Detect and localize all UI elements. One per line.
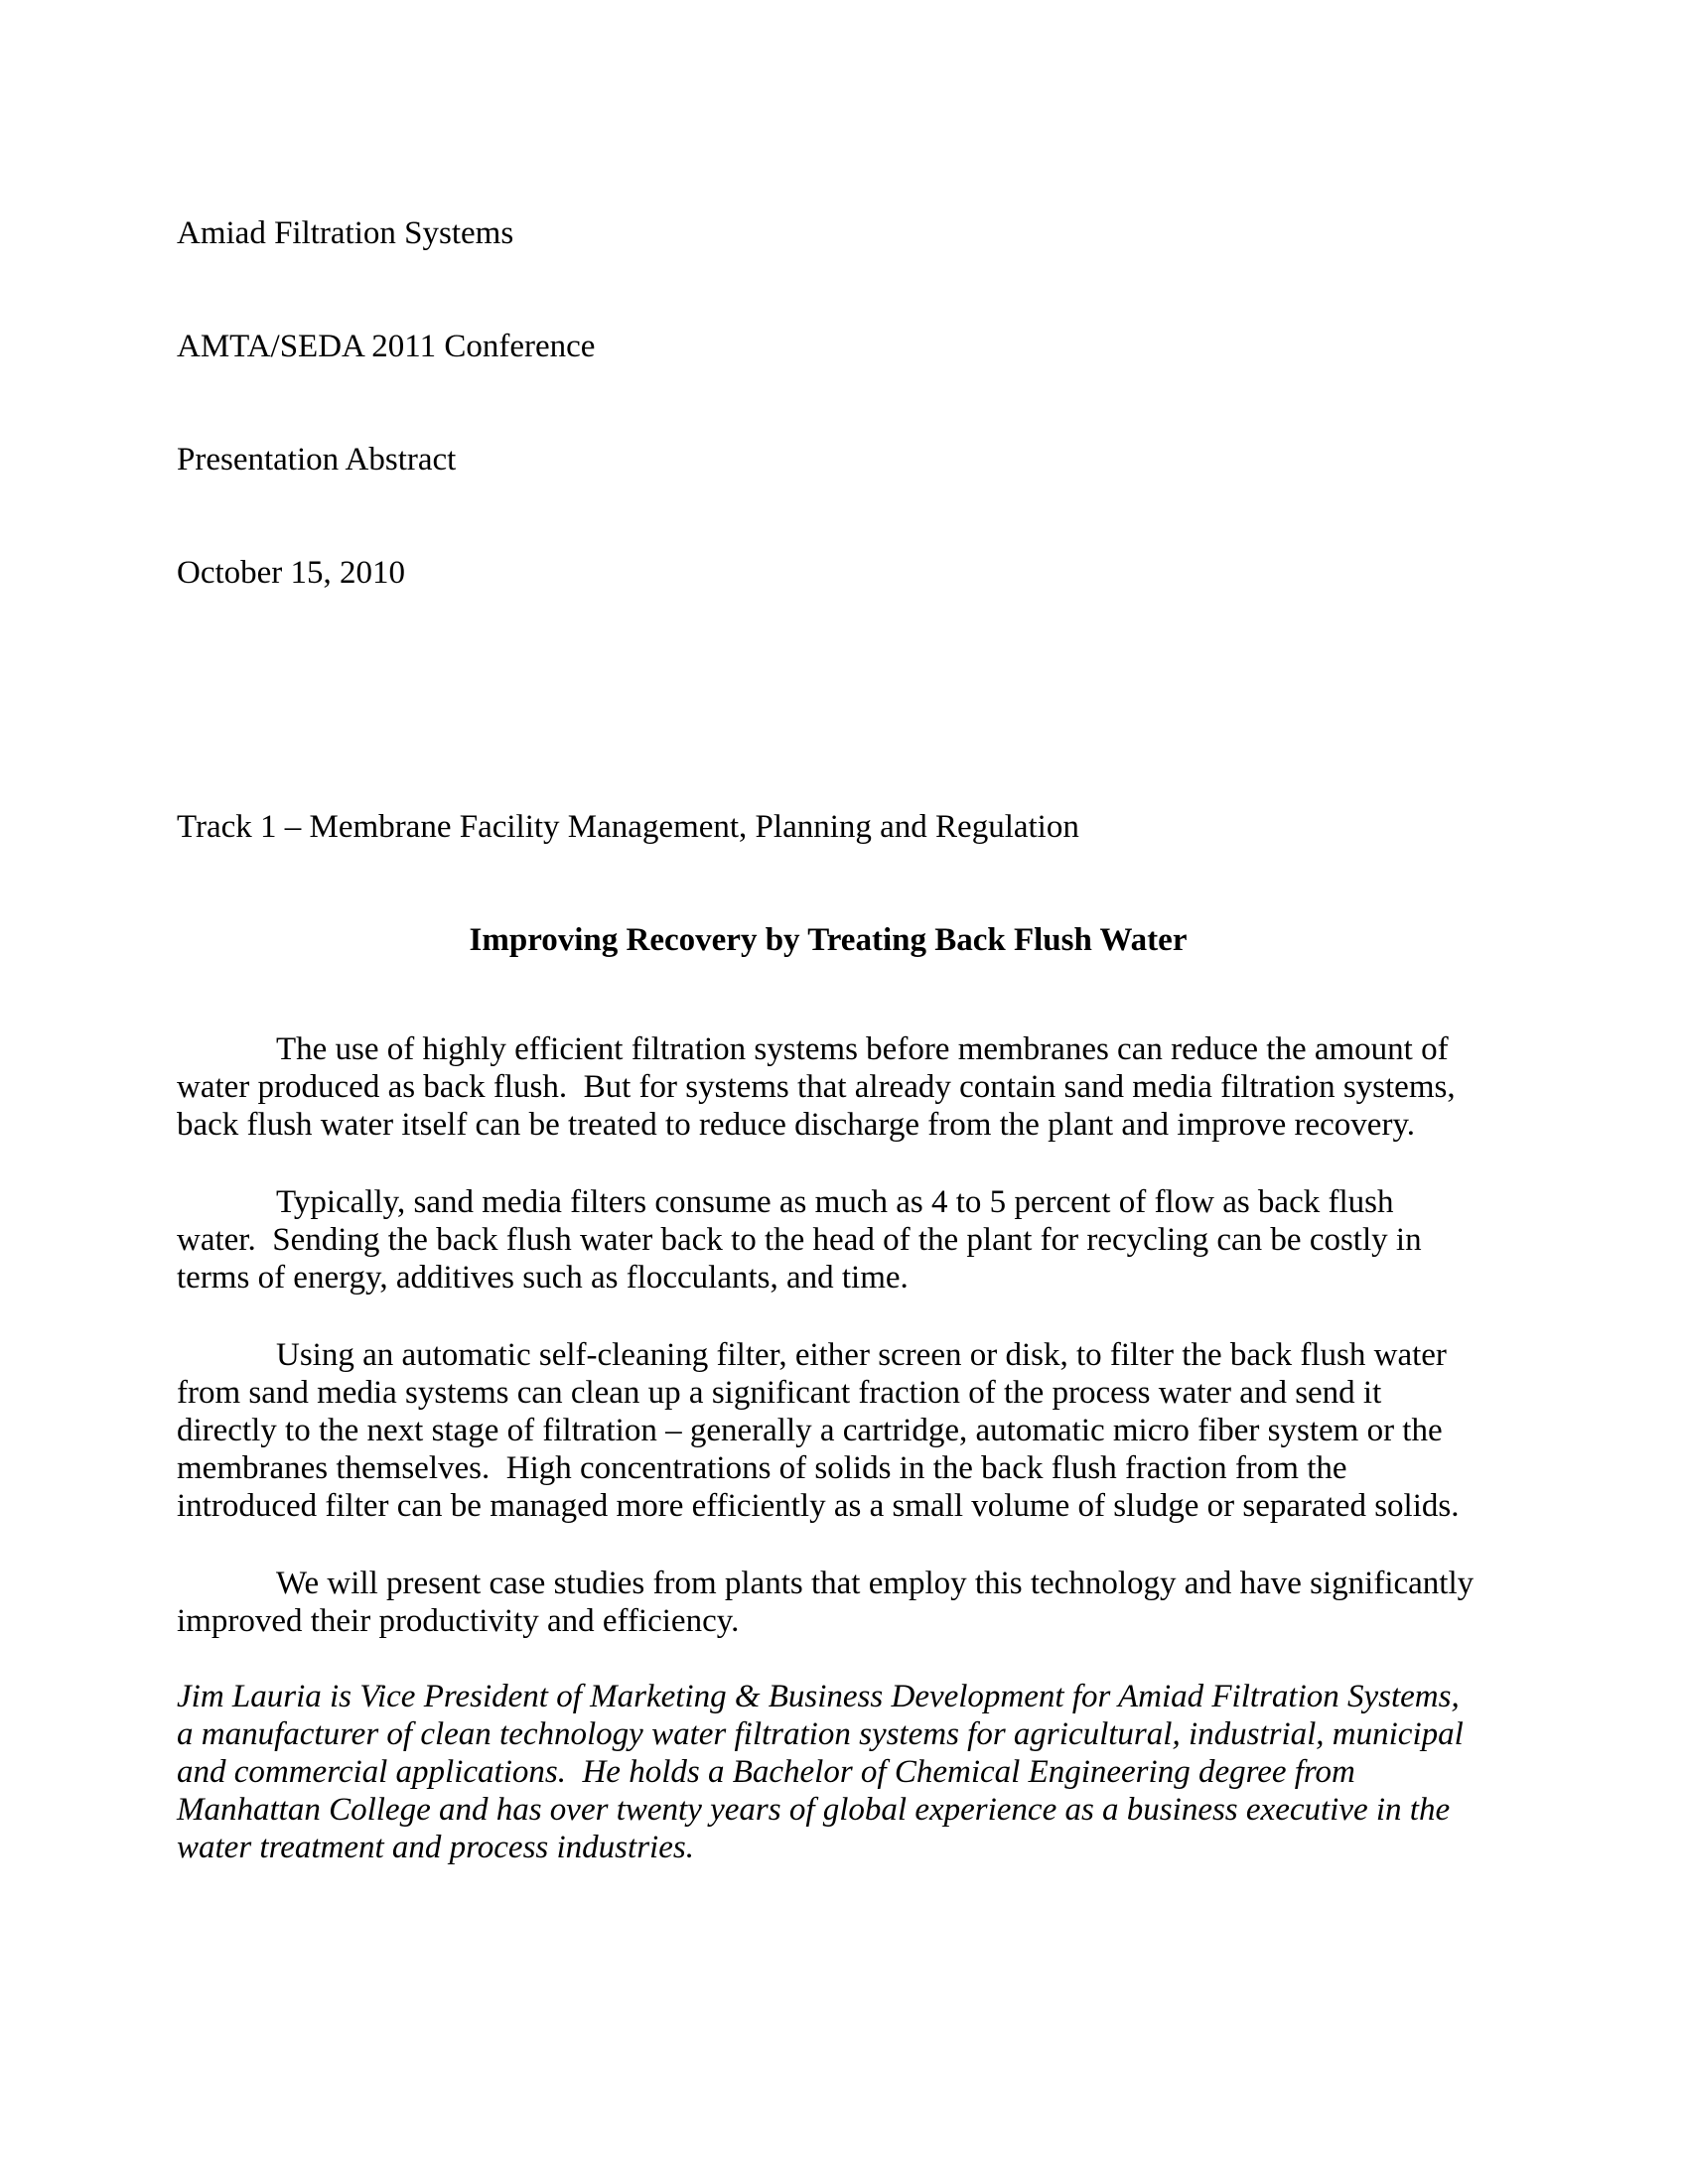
header-document-type: Presentation Abstract (177, 442, 457, 478)
abstract-paragraph-4: We will present case studies from plants that employ this technology and have significantly improved their productivity and efficiency. (177, 1566, 1482, 1639)
header-organization: Amiad Filtration Systems (177, 215, 514, 251)
track-line: Track 1 – Membrane Facility Management, Planning and Regulation (177, 809, 1079, 845)
abstract-paragraph-1: The use of highly efficient filtration systems before membranes can reduce the amount of water produced as back flush. But for systems that already contain sand media filtration systems, back flush water itself can be treated to reduce discharge from the plant and improve recovery. (177, 1031, 1464, 1143)
author-bio-paragraph: Jim Lauria is Vice President of Marketing & Business Development for Amiad Filtration Systems, a manufacturer of clean technology water filtration systems for agricultural, industrial, municipal and commercial applications. He holds a Bachelor of Chemical Engineering degree from Manhattan College and has over twenty years of global experience as a business executive in the water treatment and process industries. (177, 1679, 1473, 1865)
document-title: Improving Recovery by Treating Back Flush Water (469, 922, 1188, 958)
header-conference: AMTA/SEDA 2011 Conference (177, 329, 596, 364)
header-date: October 15, 2010 (177, 555, 406, 591)
abstract-paragraph-2: Typically, sand media filters consume as much as 4 to 5 percent of flow as back flush water. Sending the back flush water back to the head of the plant for recycling can be costly in terms of energy, additives such as flocculants, and time. (177, 1184, 1430, 1296)
document-header (177, 139, 1479, 667)
abstract-paragraph-3: Using an automatic self-cleaning filter, either screen or disk, to filter the back flush water from sand media systems can clean up a significant fraction of the process water and send it directly to the next stage of filtration – generally a cartridge, automatic micro fiber system or the membranes themselves. High concentrations of solids in the back flush fraction from the introduced filter can be managed more efficiently as a small volume of sludge or separated solids. (177, 1337, 1460, 1524)
